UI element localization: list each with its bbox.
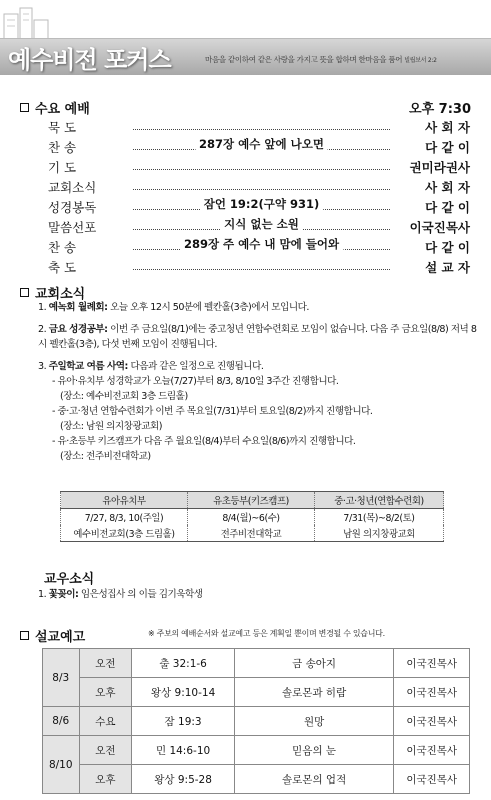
slot-cell: 수요 bbox=[79, 707, 132, 736]
slot-cell: 오후 bbox=[79, 765, 132, 794]
news-item: 1. 예녹회 월례회: 오늘 오후 12시 50분에 펠칸홀(3층)에서 모입니다. bbox=[38, 302, 309, 313]
table-row bbox=[61, 492, 444, 509]
title-cell: 믿음의 눈 bbox=[234, 736, 394, 765]
title-cell: 솔로몬의 업적 bbox=[234, 765, 394, 794]
page-title: 예수비전 포커스 bbox=[8, 46, 171, 74]
news-subitem: - 중·고·청년 연합수련회가 이번 주 목요일(7/31)부터 토요일(8/2)까지 진행합니다. bbox=[52, 406, 373, 417]
news-subitem: - 유·초등부 키즈캠프가 다음 주 월요일(8/4)부터 수요일(8/6)까지 진행합니다. bbox=[52, 436, 356, 447]
preacher-cell: 이국진목사 bbox=[394, 707, 470, 736]
checkbox-square-icon bbox=[20, 631, 29, 640]
order-row: 성경봉독 잠언 19:2(구약 931) 다 같 이 bbox=[48, 197, 470, 215]
order-row: 찬 송 289장 주 예수 내 맘에 들어와 다 같 이 bbox=[48, 237, 470, 255]
date-cell: 8/6 bbox=[43, 707, 80, 736]
table-cell: 예수비전교회(3층 드림홀) bbox=[61, 525, 188, 542]
scripture-cell: 잠 19:3 bbox=[132, 707, 234, 736]
preacher-cell: 이국진목사 bbox=[394, 678, 470, 707]
slot-cell: 오전 bbox=[79, 649, 132, 678]
table-cell: 7/31(목)~8/2(토) bbox=[315, 509, 444, 526]
table-row bbox=[61, 509, 444, 526]
news-item: 2. 금요 성경공부: 이번 주 금요일(8/1)에는 중고청년 연합수련회로 모임이 없습니다. 다음 주 금요일(8/8) 저녁 8시 펠칸홀(3층), 다섯 번째 모임이 진행됩니다. bbox=[38, 324, 477, 350]
scripture-cell: 민 14:6-10 bbox=[132, 736, 234, 765]
sermon-heading: 설교예고 bbox=[20, 626, 85, 645]
slot-cell: 오후 bbox=[79, 678, 132, 707]
table-header: 유초등부(키즈캠프) bbox=[188, 492, 315, 509]
wednesday-heading: 수요 예배 bbox=[20, 98, 90, 117]
order-row: 묵 도 사 회 자 bbox=[48, 120, 470, 135]
scripture-cell: 왕상 9:5-28 bbox=[132, 765, 234, 794]
title-cell: 원망 bbox=[234, 707, 394, 736]
slot-cell: 오전 bbox=[79, 736, 132, 765]
table-row bbox=[43, 736, 470, 765]
news-list bbox=[38, 300, 478, 464]
news-subitem: (장소: 예수비전교회 3층 드림홀) bbox=[60, 391, 188, 402]
order-row: 기 도 권미라권사 bbox=[48, 160, 470, 175]
table-row bbox=[43, 649, 470, 678]
order-row: 교회소식 사 회 자 bbox=[48, 180, 470, 195]
order-row: 축 도 설 교 자 bbox=[48, 260, 470, 275]
order-row: 말씀선포 지식 없는 소원 이국진목사 bbox=[48, 217, 470, 235]
members-heading: 교우소식 bbox=[44, 572, 95, 587]
service-time: 오후 7:30 bbox=[409, 102, 471, 117]
table-row bbox=[61, 525, 444, 542]
table-header: 유아유치부 bbox=[61, 492, 188, 509]
checkbox-square-icon bbox=[20, 288, 29, 297]
title-cell: 금 송아지 bbox=[234, 649, 394, 678]
preacher-cell: 이국진목사 bbox=[394, 765, 470, 794]
banner-ref: 빌립보서 2:2 bbox=[404, 57, 437, 64]
table-cell: 8/4(월)~6(수) bbox=[188, 509, 315, 526]
summer-schedule-table bbox=[60, 491, 444, 542]
date-cell: 8/3 bbox=[43, 649, 80, 707]
news-subitem: (장소: 남원 의지창광교회) bbox=[60, 421, 162, 432]
preacher-cell: 이국진목사 bbox=[394, 736, 470, 765]
checkbox-square-icon bbox=[20, 103, 29, 112]
sermon-note: ※ 주보의 예배순서와 설교예고 등은 계획일 뿐이며 변경될 수 있습니다. bbox=[148, 629, 385, 638]
table-row bbox=[43, 678, 470, 707]
table-cell: 남원 의지창광교회 bbox=[315, 525, 444, 542]
scripture-cell: 출 32:1-6 bbox=[132, 649, 234, 678]
news-subitem: - 유아·유치부 성경학교가 오늘(7/27)부터 8/3, 8/10일 3주간 진행합니다. bbox=[52, 376, 339, 387]
members-item: 1. 꽃꽂이: 임은성집사 의 이들 김기욱학생 bbox=[38, 589, 203, 600]
news-subitem: (장소: 전주비전대학교) bbox=[60, 451, 151, 462]
order-row: 찬 송 287장 예수 앞에 나오면 다 같 이 bbox=[48, 137, 470, 155]
title-cell: 솔로몬과 히람 bbox=[234, 678, 394, 707]
members-list bbox=[38, 587, 478, 602]
date-cell: 8/10 bbox=[43, 736, 80, 794]
table-header: 중·고·청년(연합수련회) bbox=[315, 492, 444, 509]
sermon-table bbox=[42, 648, 470, 794]
table-cell: 7/27, 8/3, 10(주일) bbox=[61, 509, 188, 526]
news-heading: 교회소식 bbox=[20, 283, 85, 302]
scripture-cell: 왕상 9:10-14 bbox=[132, 678, 234, 707]
news-item: 3. 주일학교 여름 사역: 다음과 같은 일정으로 진행됩니다. bbox=[38, 361, 264, 372]
header-banner bbox=[0, 0, 491, 80]
preacher-cell: 이국진목사 bbox=[394, 649, 470, 678]
banner-subtitle: 마음을 같이하여 같은 사랑을 가지고 뜻을 합하며 한마음을 품어 빌립보서 2:2 bbox=[205, 55, 437, 64]
table-row bbox=[43, 707, 470, 736]
table-row bbox=[43, 765, 470, 794]
table-cell: 전주비전대학교 bbox=[188, 525, 315, 542]
